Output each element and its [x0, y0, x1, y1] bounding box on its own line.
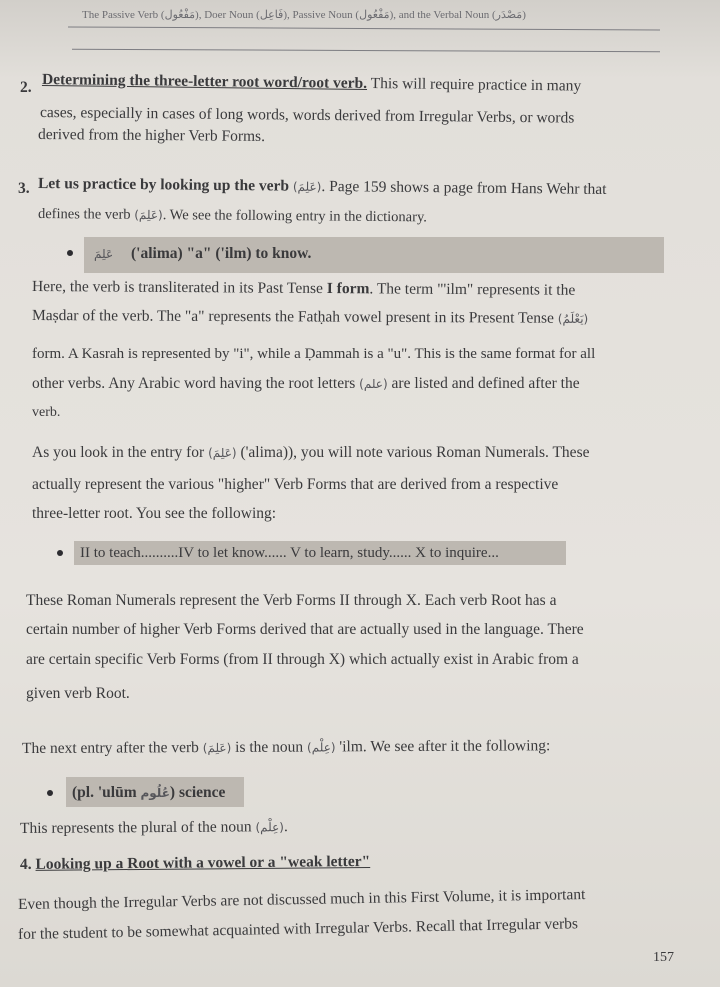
header-rule-bottom — [72, 49, 660, 53]
para-3-line-2: certain number of higher Verb Forms derived that are actually used in the language. There — [26, 621, 584, 638]
bullet — [47, 790, 53, 796]
para-2-line-2: actually represent the various "higher" Verb Forms that are derived from a respective — [32, 476, 559, 493]
page-number: 157 — [653, 950, 674, 965]
item-4-number: 4. — [19, 855, 32, 873]
running-title: The Passive Verb (مَفْعُول), Doer Noun (فَاعِل), Passive Noun (مَفْعُول), and the Verbal Noun (مَصْدَر) — [82, 9, 526, 21]
item-3-line-2: defines the verb (عَلِمَ). We see the following entry in the dictionary. — [37, 206, 427, 226]
para-5: This represents the plural of the noun (عِلْم). — [19, 818, 288, 837]
para-1-line-2: Maṣdar of the verb. The "a" represents the Fatḥah vowel present in its Present Tense (يَعْلَمُ) — [31, 307, 589, 327]
dictionary-entry: عَلِمَ ('alima) "a" ('ilm) to know. — [94, 245, 312, 262]
item-2-line-3: derived from the higher Verb Forms. — [37, 126, 266, 145]
item-4-heading: Looking up a Root with a vowel or a "weak letter" — [35, 852, 371, 873]
para-3-line-1: These Roman Numerals represent the Verb Forms II through X. Each verb Root has a — [26, 592, 557, 609]
running-header — [0, 0, 720, 52]
item-2-heading: Determining the three-letter root word/root verb. — [41, 71, 368, 92]
para-1-line-4: other verbs. Any Arabic word having the root letters (علم) are listed and defined after the — [32, 375, 580, 392]
para-1-line-1: Here, the verb is transliterated in its Past Tense I form. The term "'ilm" represents it the — [31, 278, 576, 299]
header-rule-top — [68, 26, 660, 30]
item-4-line-heading — [20, 852, 370, 875]
para-4: The next entry after the verb (عَلِمَ) is the noun (عِلْم) 'ilm. We see after it the following: — [21, 737, 551, 757]
item-4-line-1: Even though the Irregular Verbs are not discussed much in this First Volume, it is important — [17, 886, 586, 913]
plural-entry: (pl. 'ulūm عُلُوم) science — [72, 784, 226, 801]
item-2-line-1: Determining the three-letter root word/root verb. This will require practice in many — [41, 71, 582, 95]
item-2-number: 2. — [20, 79, 32, 96]
para-3-line-3: are certain specific Verb Forms (from II through X) which actually exist in Arabic from a — [26, 651, 579, 668]
para-1-line-3: form. A Kasrah is represented by "i", while a Ḍammah is a "u". This is the same format for all — [32, 346, 596, 362]
verb-forms-line: II to teach..........IV to let know...... V to learn, study...... X to inquire... — [80, 545, 499, 561]
para-2-line-3: three-letter root. You see the following: — [32, 505, 277, 522]
item-4-line-2: for the student to be somewhat acquainted with Irregular Verbs. Recall that Irregular verbs — [17, 915, 579, 943]
para-1-line-5: verb. — [32, 405, 61, 420]
bullet — [67, 250, 73, 256]
para-2-line-1: As you look in the entry for (عَلِمَ) ('alima)), you will note various Roman Numerals. These — [32, 444, 590, 461]
item-3-line-1: Let us practice by looking up the verb (عَلِمَ). Page 159 shows a page from Hans Wehr that — [37, 175, 607, 198]
para-3-line-4: given verb Root. — [26, 685, 130, 702]
bullet — [57, 550, 63, 556]
item-2-line-2: cases, especially in cases of long words, words derived from Irregular Verbs, or words — [39, 104, 575, 127]
item-3-number: 3. — [18, 180, 30, 197]
